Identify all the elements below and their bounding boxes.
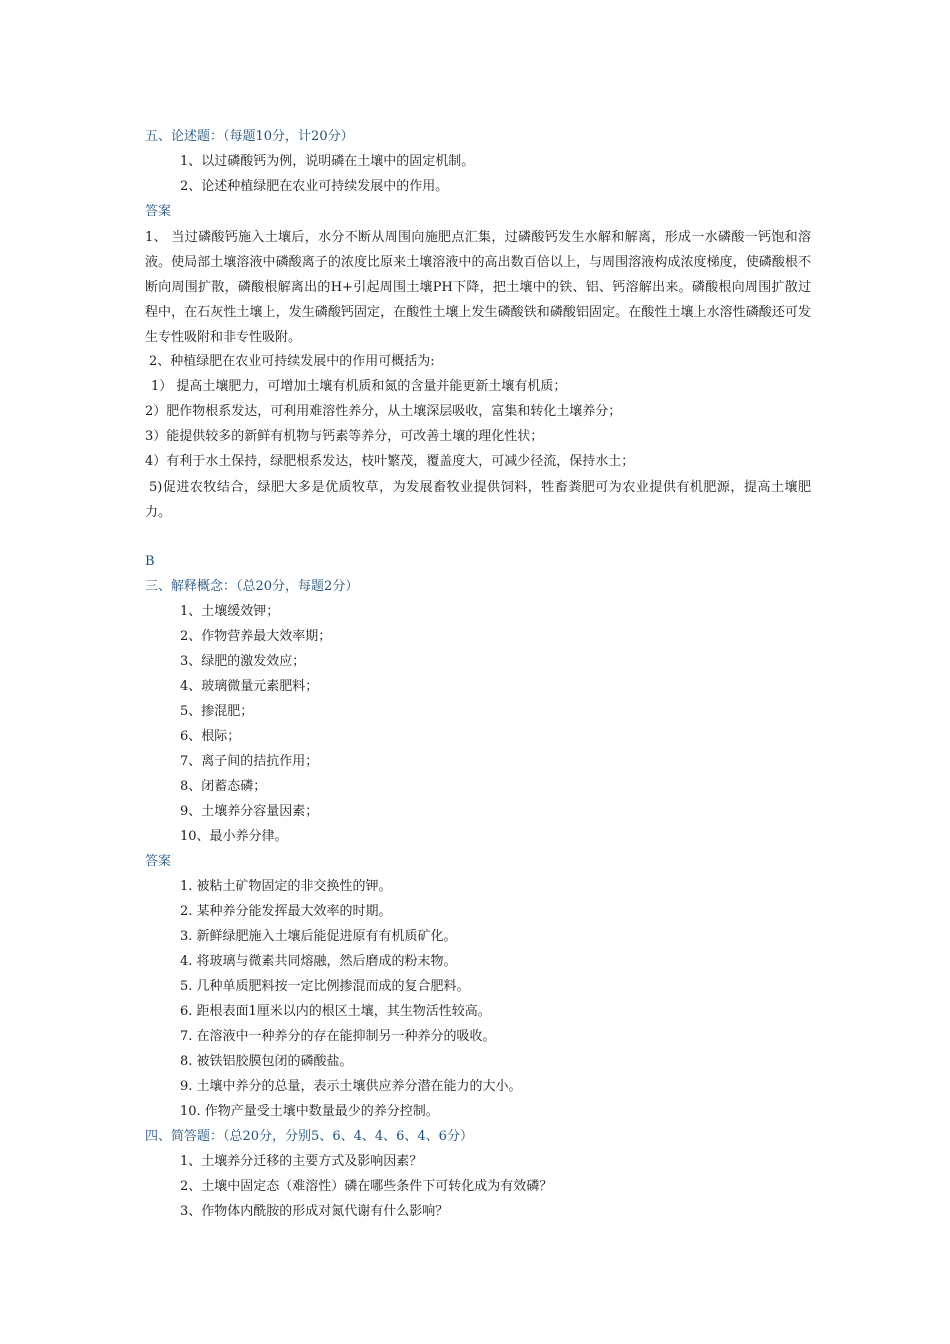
concept-item: 3、绿肥的激发效应； (180, 654, 306, 669)
answer-label-b: 答案 (145, 854, 172, 869)
concept-item: 1、土壤缓效钾； (180, 604, 280, 619)
essay-answer-1: 1、 当过磷酸钙施入土壤后，水分不断从周围向施肥点汇集，过磷酸钙发生水解和解离，形成一水磷酸一钙饱和溶液。使局部土壤溶液中磷酸离子的浓度比原来土壤溶液中的高出数百倍以上，与周围溶液构成浓度梯度，使磷酸根不断向周围扩散，磷酸根解离出的H+引起周围土壤PH下降，把土壤中的铁、铝、钙溶解出来。磷酸根向周围扩散过程中，在石灰性土壤上，发生磷酸钙固定，在酸性土壤上发生磷酸铁和磷酸铝固定。在酸性土壤上水溶性磷酸还可发生专性吸附和非专性吸附。 (145, 230, 811, 345)
definition-item: 2. 某种养分能发挥最大效率的时期。 (180, 904, 392, 919)
essay-answer-2-item: 4）有利于水土保持，绿肥根系发达，枝叶繁茂，覆盖度大，可减少径流，保持水土； (145, 454, 635, 469)
definition-item: 9. 土壤中养分的总量，表示土壤供应养分潜在能力的大小。 (180, 1079, 522, 1094)
definition-item: 8. 被铁铝胶膜包闭的磷酸盐。 (180, 1054, 353, 1069)
concept-item: 7、离子间的拮抗作用； (180, 754, 319, 769)
concept-item: 10、最小养分律。 (180, 829, 288, 844)
short-question: 1、土壤养分迁移的主要方式及影响因素？ (180, 1154, 423, 1169)
definition-item: 3. 新鲜绿肥施入土壤后能促进原有有机质矿化。 (180, 929, 457, 944)
concept-item: 4、玻璃微量元素肥料； (180, 679, 319, 694)
definition-item: 5. 几种单质肥料按一定比例掺混而成的复合肥料。 (180, 979, 470, 994)
concept-item: 9、土壤养分容量因素； (180, 804, 319, 819)
definition-item: 6. 距根表面1厘米以内的根区土壤，其生物活性较高。 (180, 1004, 491, 1019)
essay-question-2: 2、论述种植绿肥在农业可持续发展中的作用。 (180, 179, 449, 194)
essay-answer-2-item: 5)促进农牧结合，绿肥大多是优质牧草，为发展畜牧业提供饲料，牲畜粪肥可为农业提供有机肥源，提高土壤肥力。 (145, 480, 811, 520)
definition-item: 4. 将玻璃与微素共同熔融，然后磨成的粉末物。 (180, 954, 457, 969)
essay-question-1: 1、以过磷酸钙为例，说明磷在土壤中的固定机制。 (180, 154, 475, 169)
definition-item: 7. 在溶液中一种养分的存在能抑制另一种养分的吸收。 (180, 1029, 496, 1044)
short-question: 3、作物体内酰胺的形成对氮代谢有什么影响？ (180, 1204, 449, 1219)
concept-item: 2、作物营养最大效率期； (180, 629, 332, 644)
concept-item: 5、掺混肥； (180, 704, 254, 719)
part-b-label: B (145, 554, 155, 569)
section4-heading: 四、简答题：（总20分，分别5、6、4、4、6、4、6分） (145, 1129, 473, 1144)
answer-label-a: 答案 (145, 204, 172, 219)
essay-answer-2-item: 1） 提高土壤肥力，可增加土壤有机质和氮的含量并能更新土壤有机质； (151, 379, 567, 394)
essay-answer-2-item: 2）肥作物根系发达，可利用难溶性养分，从土壤深层吸收，富集和转化土壤养分； (145, 404, 622, 419)
definition-item: 1. 被粘土矿物固定的非交换性的钾。 (180, 879, 392, 894)
definition-item: 10. 作物产量受土壤中数量最少的养分控制。 (180, 1104, 439, 1119)
concept-item: 8、闭蓄态磷； (180, 779, 267, 794)
short-question: 2、土壤中固定态（难溶性）磷在哪些条件下可转化成为有效磷？ (180, 1179, 553, 1194)
section5-heading: 五、论述题：（每题10分，计20分） (145, 129, 354, 144)
concept-item: 6、根际； (180, 729, 241, 744)
essay-answer-2-intro: 2、种植绿肥在农业可持续发展中的作用可概括为: (149, 354, 435, 369)
essay-answer-2-item: 3）能提供较多的新鲜有机物与钙素等养分，可改善土壤的理化性状； (145, 429, 544, 444)
section3-heading: 三、解释概念：（总20分，每题2分） (145, 579, 359, 594)
